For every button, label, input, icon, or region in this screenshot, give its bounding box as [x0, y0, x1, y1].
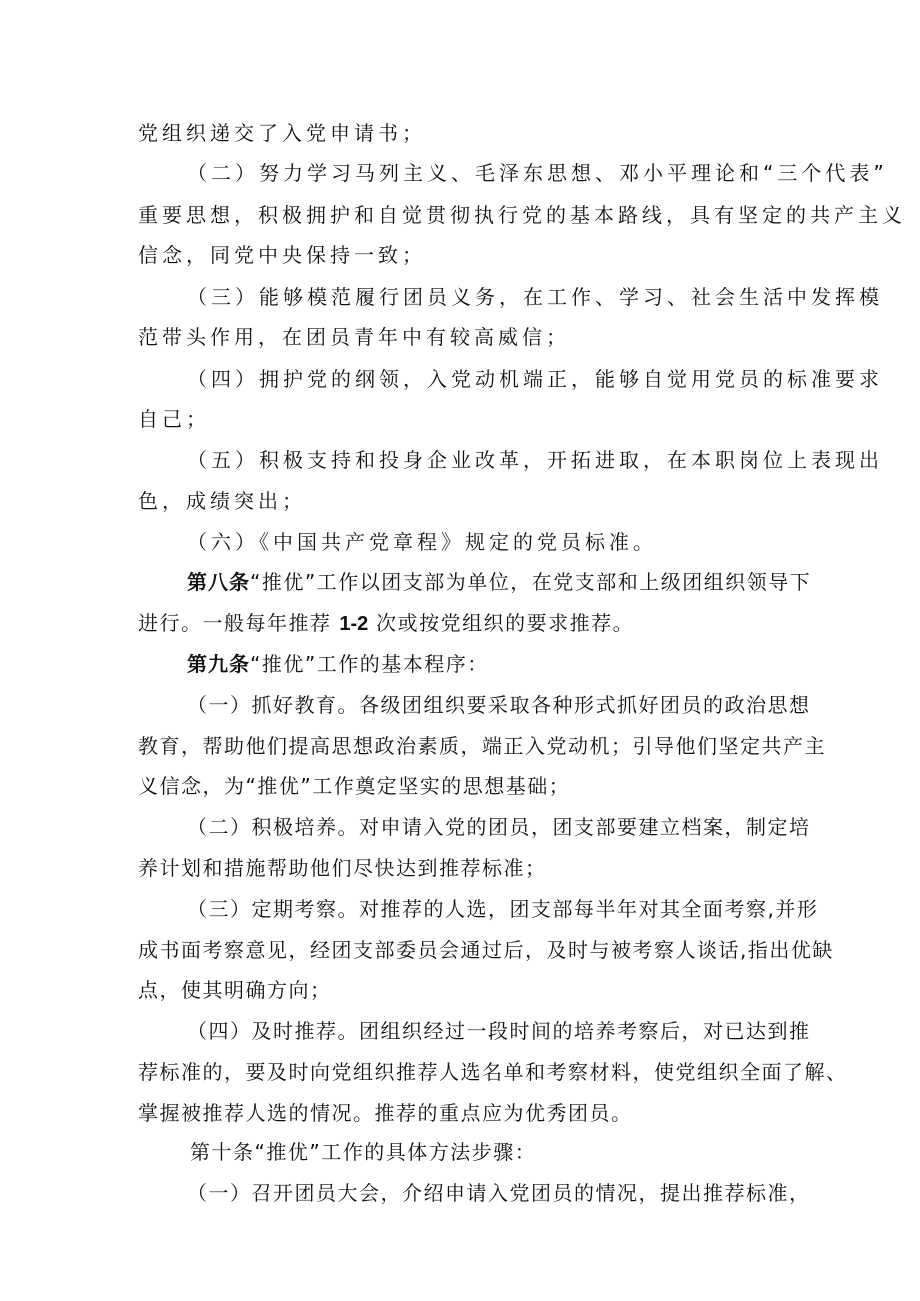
frequency-value: 1-2: [339, 613, 369, 635]
text-line: （三）能够模范履行团员义务，在工作、学习、社会生活中发挥模: [187, 285, 883, 309]
text-line: 范带头作用，在团员青年中有较高威信；: [138, 325, 570, 349]
text-line: （三）定期考察。对推荐的人选，团支部每半年对其全面考察,并形: [187, 897, 819, 921]
article-9-heading: 第九条: [187, 652, 250, 676]
text-line: （一）抓好教育。各级团组织要采取各种形式抓好团员的政治思想: [187, 693, 811, 717]
text-line: 成书面考察意见，经团支部委员会通过后，及时与被考察人谈话,指出优缺: [138, 938, 834, 962]
text-line: 义信念，为“推优”工作奠定坚实的思想基础；: [138, 774, 571, 798]
article-9-line: [187, 651, 847, 677]
article-8-line: [187, 569, 847, 595]
article-10-line: 第十条“推优”工作的具体方法步骤：: [190, 1140, 537, 1164]
text-line: （二）努力学习马列主义、毛泽东思想、邓小平理论和“三个代表”: [187, 161, 888, 185]
text-line: 教育，帮助他们提高思想政治素质，端正入党动机；引导他们坚定共产主: [138, 734, 826, 758]
article-8-text-a: 进行。一般每年推荐: [138, 611, 332, 635]
text-line: （四）拥护党的纲领，入党动机端正，能够自觉用党员的标准要求: [187, 367, 883, 391]
text-line: 重要思想，积极拥护和自觉贯彻执行党的基本路线，具有坚定的共产主义: [138, 203, 906, 227]
article-9-text: “推优”工作的基本程序：: [250, 652, 489, 676]
text-line: 信念，同党中央保持一致；: [138, 243, 426, 267]
text-line: 党组织递交了入党申请书；: [138, 121, 426, 145]
text-line: （一）召开团员大会，介绍申请入党团员的情况，提出推荐标准，: [187, 1181, 811, 1205]
article-8-text: “推优”工作以团支部为单位，在党支部和上级团组织领导下: [250, 570, 812, 594]
text-line: 养计划和措施帮助他们尽快达到推荐标准；: [138, 856, 547, 880]
text-line: 掌握被推荐人选的情况。推荐的重点应为优秀团员。: [138, 1101, 633, 1125]
text-line: 荐标准的，要及时向党组织推荐人选名单和考察材料，使党组织全面了解、: [138, 1060, 848, 1084]
article-8-heading: 第八条: [187, 570, 250, 594]
text-line: 点，使其明确方向；: [138, 978, 332, 1002]
article-8-line-2: [138, 610, 798, 636]
article-8-text-b: 次或按党组织的要求推荐。: [376, 611, 635, 635]
text-line: （四）及时推荐。团组织经过一段时间的培养考察后，对已达到推: [187, 1019, 811, 1043]
text-line: 色，成绩突出；: [138, 489, 306, 513]
text-line: （六）《中国共产党章程》规定的党员标准。: [187, 530, 657, 554]
text-line: （二）积极培养。对申请入党的团员，团支部要建立档案，制定培: [187, 815, 811, 839]
text-line: （五）积极支持和投身企业改革，开拓进取，在本职岗位上表现出: [187, 448, 883, 472]
text-line: 自己；: [138, 407, 210, 431]
